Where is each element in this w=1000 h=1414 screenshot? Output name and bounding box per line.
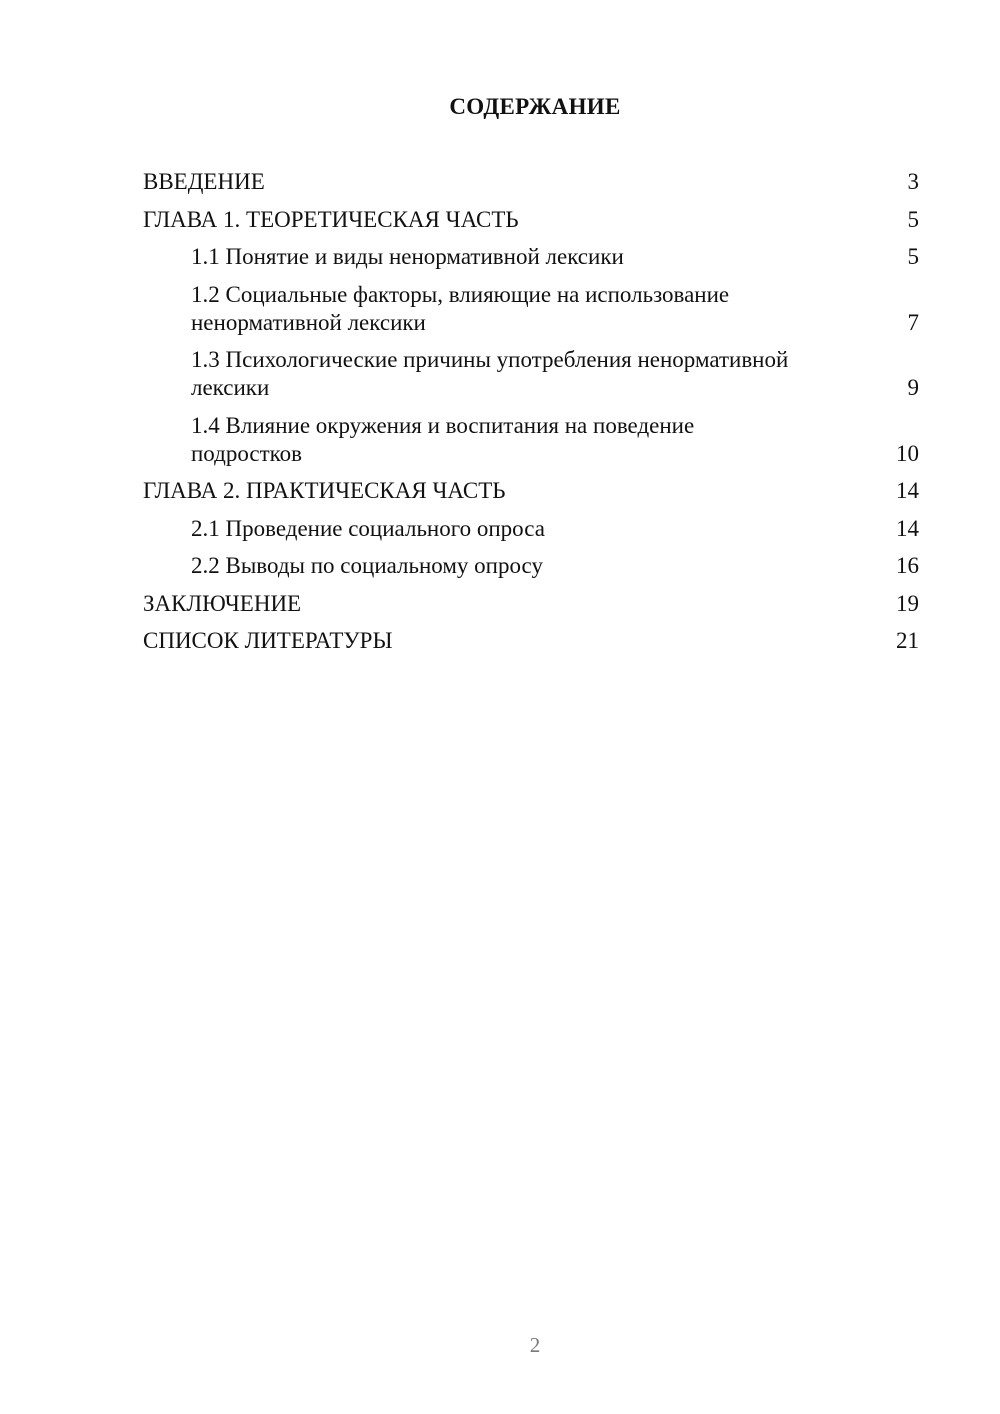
toc-entry-text: 2.1 Проведение социального опроса	[191, 515, 545, 541]
toc-entry-page: 16	[896, 553, 919, 578]
toc-entry-section-1-3[interactable]	[143, 346, 919, 402]
toc-entry-section-1-1[interactable]	[143, 243, 919, 271]
toc-entry-page: 3	[907, 169, 919, 194]
toc-entry-text: ГЛАВА 1. ТЕОРЕТИЧЕСКАЯ ЧАСТЬ	[143, 206, 519, 232]
toc-entry-text: ВВЕДЕНИЕ	[143, 169, 265, 194]
toc-entry-chapter-2[interactable]	[143, 477, 919, 505]
toc-entry-page: 5	[907, 244, 919, 269]
toc-entry-chapter-1[interactable]	[143, 206, 919, 234]
toc-entry-section-2-2[interactable]	[143, 552, 919, 580]
toc-entry-references[interactable]	[143, 627, 919, 655]
toc-entry-section-1-2[interactable]	[143, 281, 919, 337]
toc-entry-section-2-1[interactable]	[143, 515, 919, 543]
toc-entry-page: 19	[896, 590, 919, 616]
toc-entry-page: 9	[907, 375, 919, 400]
toc-entry-page: 5	[907, 206, 919, 232]
toc-entry-page: 14	[896, 478, 919, 503]
toc-entry-conclusion[interactable]	[143, 590, 919, 618]
toc-entry-introduction[interactable]	[143, 168, 919, 196]
toc-entry-section-1-4[interactable]	[143, 412, 919, 468]
toc-entry-page: 21	[896, 628, 919, 653]
toc-entry-text: 2.2 Выводы по социальному опросу	[191, 553, 543, 578]
toc-entry-page: 10	[896, 440, 919, 466]
toc-entry-page: 14	[896, 515, 919, 541]
toc-entry-text: ЗАКЛЮЧЕНИЕ	[143, 590, 302, 616]
toc-heading: СОДЕРЖАНИЕ	[449, 94, 621, 119]
toc-entry-text: 1.1 Понятие и виды ненормативной лексики	[191, 244, 624, 269]
toc-entry-page: 7	[907, 309, 919, 335]
toc-entry-text: 1.2 Социальные факторы, влияющие на использование ненормативной лексики	[191, 281, 730, 335]
toc-entry-text: 1.4 Влияние окружения и воспитания на поведение подростков	[191, 412, 695, 466]
page-number: 2	[529, 1333, 541, 1357]
toc-entry-text: 1.3 Психологические причины употребления ненормативной лексики	[191, 347, 789, 400]
toc-entry-text: СПИСОК ЛИТЕРАТУРЫ	[143, 628, 393, 653]
table-of-contents	[143, 168, 919, 665]
toc-entry-text: ГЛАВА 2. ПРАКТИЧЕСКАЯ ЧАСТЬ	[143, 478, 506, 503]
